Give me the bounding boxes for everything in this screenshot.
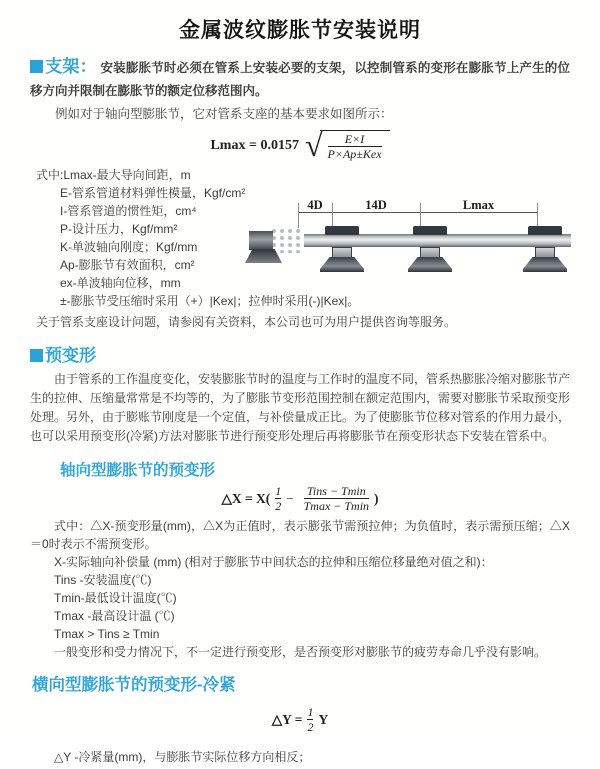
temperature-fraction xyxy=(304,484,369,513)
lmax-numerator: E×I xyxy=(344,132,365,146)
definition-line: E-管系管道材料弹性模量，Kgf/cm² xyxy=(60,186,246,200)
sqrt-radical xyxy=(304,127,390,163)
support-example-line: 例如对于轴向型膨胀节，它对管系支座的基本要求如图所示： xyxy=(55,107,393,121)
blue-square-icon xyxy=(30,349,43,362)
support-base xyxy=(523,257,567,272)
support-clamp xyxy=(528,226,562,235)
note-line: 一般变形和受力情况下，不一定进行预变形，是否预变形对膨胀节的疲劳寿命几乎没有影响。 xyxy=(54,645,547,659)
lmax-formula xyxy=(30,127,570,163)
radical-sign: √ xyxy=(304,127,323,163)
support-section-heading xyxy=(30,57,97,76)
note-line: Tmin-最低设计温度(℃) xyxy=(54,591,177,605)
lmax-denominator: P×Ap±Kex xyxy=(327,147,382,161)
support-intro-paragraph xyxy=(30,55,570,103)
support-saddle xyxy=(332,247,352,258)
note-line: Tmax > Tins ≥ Tmin xyxy=(54,627,160,641)
support-clamp xyxy=(325,226,359,235)
note-line: Tmax -最高设计温 (℃) xyxy=(54,609,175,623)
predeform-heading-label: 预变形 xyxy=(45,346,96,365)
fraction-numerator: 1 xyxy=(275,484,282,498)
pipe-support-spacing-diagram xyxy=(245,198,590,272)
fraction-denominator: 2 xyxy=(275,499,282,513)
axial-formula-lhs: △X = X( xyxy=(221,490,271,506)
lateral-subsection-heading: 横向型膨胀节的预变形-冷紧 xyxy=(32,676,236,694)
dimension-label-lmax: Lmax xyxy=(462,198,495,212)
axial-notes xyxy=(30,517,570,661)
definition-line: P-设计压力，Kgf/mm² xyxy=(60,222,178,236)
predeform-body-paragraph: 由于管系的工作温度变化，安装膨胀节时的温度与工作时的温度不同，管系热膨胀冷缩对膨胀节产生的拉伸、压缩量常常是不均等的，为了膨胀节变形范围控制在额定范围内，需要对膨胀节采取预变形处理。另外，由于膨账节刚度是一个定值，与补偿量成正比。为了使膨胀节位移对管系的作用力最小，也可以采用预变形(冷紧)方法对膨胀节进行预变形处理后再将膨胀节在预变形状态下安装在管系中。 xyxy=(30,372,571,443)
one-half-fraction xyxy=(307,705,313,734)
definition-line: 式中:Lmax-最大导向间距，m xyxy=(36,168,191,182)
fraction-denominator: Tmax − Tmin xyxy=(303,499,370,513)
page-title: 金属波纹膨胀节安装说明 xyxy=(179,19,421,42)
lateral-formula-rhs: Y xyxy=(318,711,329,727)
dimension-label-4d: 4D xyxy=(307,198,323,212)
axial-formula-rhs: ) xyxy=(374,490,379,506)
pipe-support-graphic xyxy=(522,226,568,272)
dimension-line xyxy=(298,212,537,213)
content-area xyxy=(0,55,600,769)
pipe-support-graphic xyxy=(319,226,365,272)
note-line: Tins -安装温度(℃) xyxy=(54,573,152,587)
support-base xyxy=(408,257,452,272)
support-base xyxy=(320,257,364,272)
definition-line: Ap-膨胀节有效面积，cm² xyxy=(60,258,195,272)
blue-square-icon xyxy=(30,60,43,73)
variable-definitions xyxy=(30,166,570,331)
definition-line: K-单波轴向刚度；Kgf/mm xyxy=(60,240,198,254)
definition-line: I-管系管道的惯性矩，cm⁴ xyxy=(60,204,197,218)
support-saddle xyxy=(420,247,440,258)
pipe-support-graphic xyxy=(407,226,453,272)
definition-line: ex-单波轴向位移，mm xyxy=(60,276,181,290)
lateral-formula-lhs: △Y = xyxy=(271,711,303,727)
note-line: 式中：△X-预变形量(mm)，△X为正值时，表示膨张节需预拉伸；为负值时，表示需预压缩；△X＝0时表示不需预变形。 xyxy=(30,519,570,551)
minus-sign: − xyxy=(286,490,294,506)
anchor-support-graphic xyxy=(249,231,273,250)
lateral-note-line: △Y -冷紧量(mm)，与膨胀节实际位移方向相反； xyxy=(54,750,311,764)
predeform-section-heading xyxy=(30,341,570,366)
support-intro-text: 安装膨胀节时必须在管系上安装必要的支架，以控制管系的变形在膨胀节上产生的位移方向并限制在膨胀节的额定位移范围内。 xyxy=(30,61,570,98)
axial-subsection-heading: 轴向型膨胀节的预变形 xyxy=(60,462,216,479)
lmax-formula-lhs: Lmax = 0.0157 xyxy=(210,137,299,153)
support-heading-label: 支架： xyxy=(45,57,97,76)
axial-predeform-formula xyxy=(30,484,570,513)
lateral-coldtight-formula xyxy=(30,705,570,734)
lmax-fraction xyxy=(320,130,390,161)
support-saddle xyxy=(535,247,555,258)
definition-line: ±-膨胀节受压缩时采用（+）|Kex|；拉伸时采用(-)|Kex|。 xyxy=(60,294,360,308)
one-half-fraction xyxy=(275,484,281,513)
note-line: X-实际轴向补偿量 (mm) (相对于膨胀节中间状态的拉伸和压缩位移量绝对值之和)： xyxy=(54,555,493,569)
dimension-label-14d: 14D xyxy=(365,198,387,212)
fraction-numerator: 1 xyxy=(307,705,314,719)
fraction-numerator: Tins − Tmin xyxy=(306,484,366,498)
bellows-expansion-joint-graphic xyxy=(271,228,304,253)
fraction-denominator: 2 xyxy=(307,720,314,734)
support-clamp xyxy=(413,226,447,235)
consulting-note-line: 关于管系支座设计问题，请参阅有关资料，本公司也可为用户提供咨询等服务。 xyxy=(36,315,457,329)
